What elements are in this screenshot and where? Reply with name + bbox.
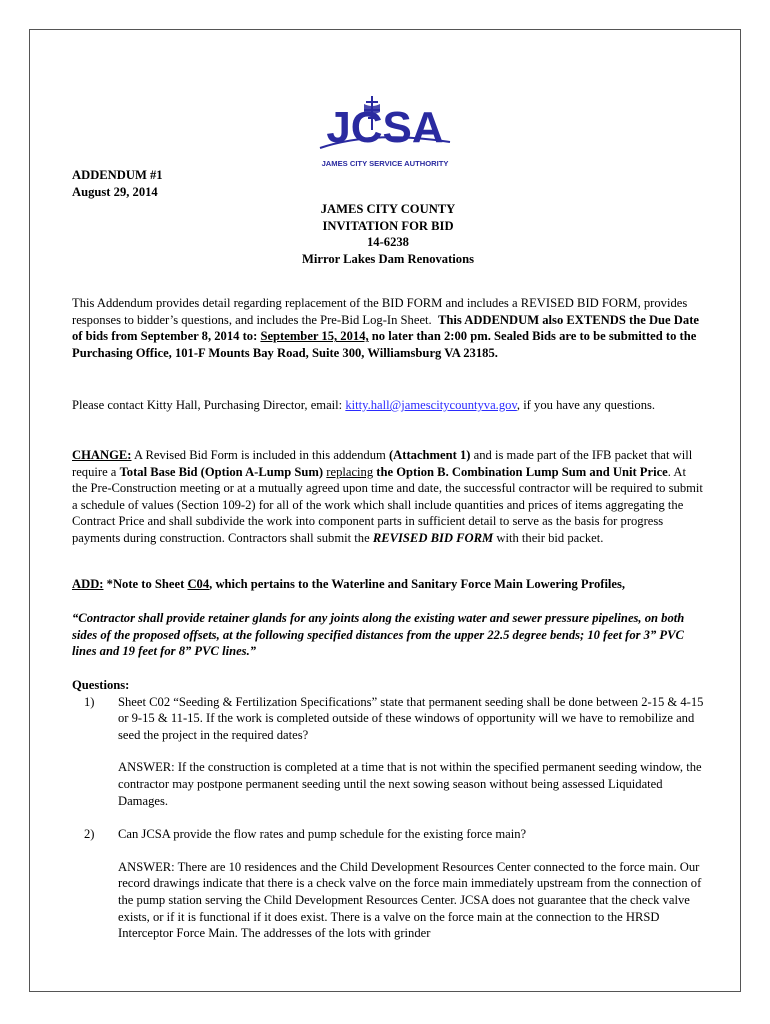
question-item (72, 694, 704, 744)
change-text-1: A Revised Bid Form is included in this addendum (133, 448, 386, 462)
questions-section (72, 677, 704, 942)
contact-paragraph (72, 397, 704, 414)
addendum-date: August 29, 2014 (72, 184, 158, 199)
add-text-1: *Note to Sheet (106, 577, 185, 591)
revised-bid-form: REVISED BID FORM (372, 530, 494, 545)
invitation-title: INVITATION FOR BID (322, 218, 454, 233)
intro-text: This Addendum provides detail regarding replacement of the BID FORM and includes a REVISED BID FORM, provides responses to bidder’s questions, and includes the Pre-Bid Log-In Sheet. (72, 296, 688, 327)
addendum-header (72, 167, 704, 200)
contact-email-link[interactable]: kitty.hall@jamescitycountyva.gov (345, 398, 517, 412)
title-block (72, 201, 704, 267)
answer-item (72, 859, 704, 942)
addendum-number: ADDENDUM #1 (72, 168, 163, 182)
sheet-ref: C04 (187, 577, 210, 591)
logo-letters: JCSA (326, 103, 444, 152)
document-page (29, 29, 741, 992)
option-b: the Option B. Combination Lump Sum and Unit Price (376, 464, 668, 479)
question-item (72, 826, 704, 843)
logo-tagline: JAMES CITY SERVICE AUTHORITY (321, 159, 449, 168)
answer-text: ANSWER: If the construction is completed at a time that is not within the specified permanent seeding window, the contractor may postpone permanent seeding until the next sowing season without being assessed Liquidated Damages. (118, 760, 702, 808)
replacing-word: replacing (326, 464, 374, 479)
add-label: ADD: (72, 577, 104, 591)
contact-text-end: , if you have any questions. (516, 398, 656, 412)
new-due-date: September 15, 2014, (260, 329, 369, 344)
contact-text: Please contact Kitty Hall, Purchasing Director, email: (72, 398, 343, 412)
question-number: 2) (84, 827, 95, 842)
question-text: Sheet C02 “Seeding & Fertilization Specifications” state that permanent seeding shall be done between 2-15 & 4-15 or 9-15 & 11-15. If the work is completed outside of these windows of opportunity will we have to remobilize and seed the project in the required dates? (118, 694, 704, 742)
question-number: 1) (84, 694, 95, 709)
change-paragraph (72, 447, 704, 547)
change-text-2: and is made part of the IFB packet that will require a (72, 448, 693, 479)
answer-item (72, 759, 704, 809)
option-a: (Option A-Lump Sum) (200, 464, 324, 479)
add-text-2: , which pertains to the Waterline and Sanitary Force Main Lowering Profiles, (209, 577, 626, 591)
questions-heading: Questions: (72, 678, 130, 692)
county-title: JAMES CITY COUNTY (320, 202, 456, 216)
total-base-bid: Total Base Bid (119, 464, 198, 479)
retainer-quote: “Contractor shall provide retainer glands for any joints along the existing water and sewer pressure pipelines, on both sides of the proposed offsets, at the following specified distances from the upper 22.5 degree bends; 10 feet for 3” PVC lines and 19 feet for 8” PVC lines.” (72, 611, 685, 659)
add-paragraph (72, 576, 704, 593)
bid-number: 14-6238 (367, 235, 409, 250)
retainer-note (72, 610, 704, 660)
project-title: Mirror Lakes Dam Renovations (302, 251, 474, 266)
answer-text: ANSWER: There are 10 residences and the Child Development Resources Center connected to the force main. Our record drawings indicate that there is a check valve on the force main immediately upstream from the connection of the pump station serving the Child Development Resources Center. JCSA does not guarantee that the check valve exists, or if it is functional if it does exist. There is a valve on the force main at the connection to the HRSD Interceptor Force Main. The addresses of the lots with grinder (118, 859, 702, 941)
question-text: Can JCSA provide the flow rates and pump schedule for the existing force main? (118, 827, 527, 842)
attachment-ref: (Attachment 1) (388, 448, 471, 462)
intro-paragraph (72, 295, 704, 361)
intro-extension: This ADDENDUM also EXTENDS the Due Date of bids from September 8, 2014 to: (72, 312, 699, 344)
change-label: CHANGE: (72, 448, 132, 462)
change-text-4: . At the Pre-Construction meeting or at a mutually agreed upon time and date, the successful contractor will be required to submit a schedule of values (Section 109-2) for all of the work which shall include quantities and prices of items aggregating the Contract Price and shall subdivide the work into component parts in sufficient detail to serve as the basis for progress payments during construction. Contractors shall submit the (72, 464, 703, 545)
change-text-5: with their bid packet. (496, 530, 604, 545)
intro-deadline: no later than 2:00 pm. Sealed Bids are to be submitted to the Purchasing Office, 101-F Mounts Bay Road, Suite 300, Williamsburg VA 23185. (72, 329, 697, 360)
